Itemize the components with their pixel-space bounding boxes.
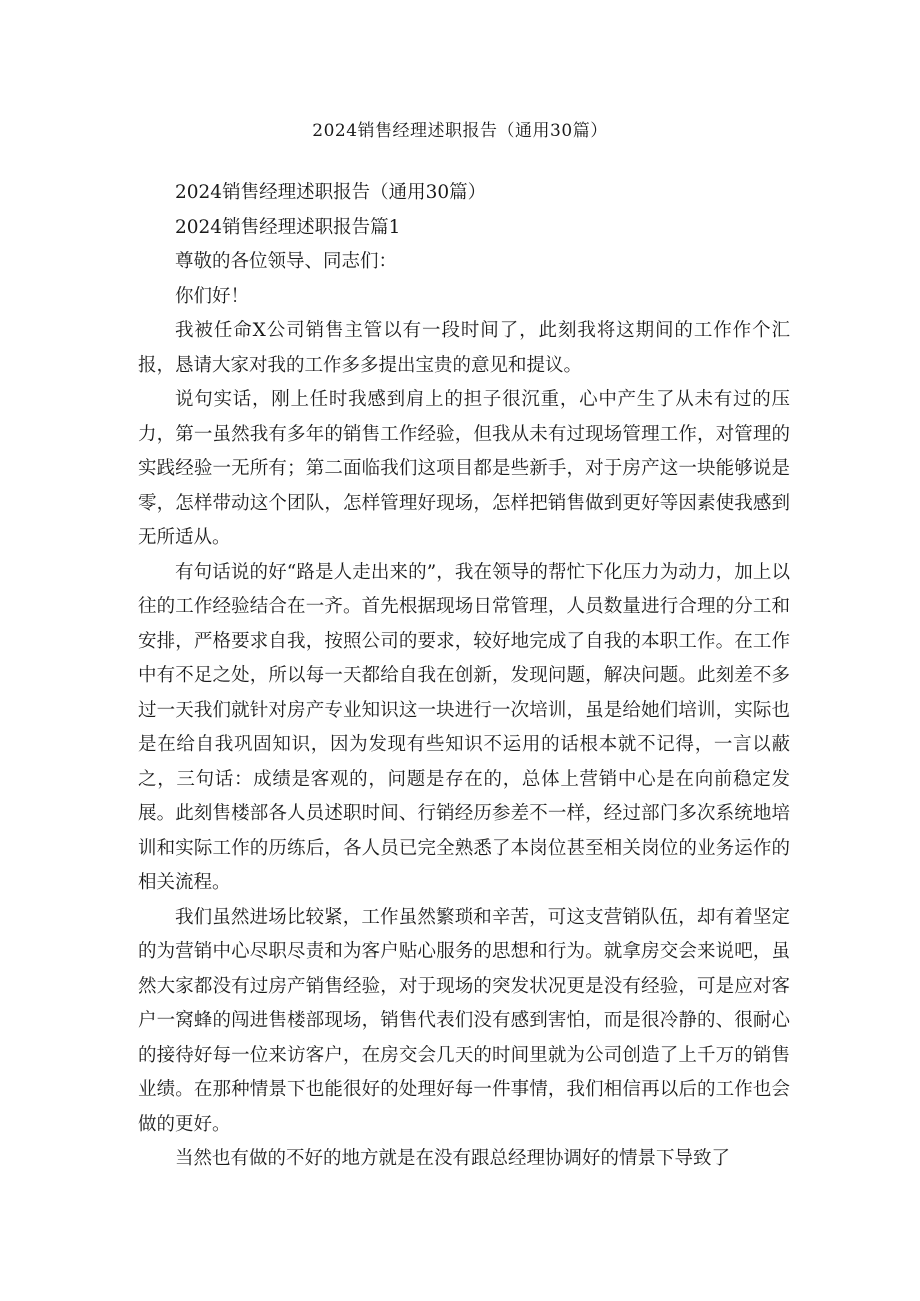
paragraph-team: 我们虽然进场比较紧，工作虽然繁琐和辛苦，可这支营销队伍，却有着坚定的为营销中心尽职尽责和为客户贴心服务的思想和行为。就拿房交会来说吧，虽然大家都没有过房产销售经验，对于现场的突发状况更是没有经验，可是应对客户一窝蜂的闯进售楼部现场，销售代表们没有感到害怕，而是很冷静的、很耐心的接待好每一位来访客户，在房交会几天的时间里就为公司创造了上千万的销售业绩。在那种情景下也能很好的处理好每一件事情，我们相信再以后的工作也会做的更好。 <box>138 906 790 1135</box>
paragraph-section-heading: 2024销售经理述职报告篇1 <box>175 216 401 238</box>
document-title: 2024销售经理述职报告（通用30篇） <box>312 121 608 141</box>
paragraph-management: 有句话说的好“路是人走出来的”，我在领导的帮忙下化压力为动力，加上以往的工作经验结合在一齐。首先根据现场日常管理，人员数量进行合理的分工和安排，严格要求自我，按照公司的要求，较好地完成了自我的本职工作。在工作中有不足之处，所以每一天都给自我在创新，发现问题，解决问题。此刻差不多过一天我们就针对房产专业知识这一块进行一次培训，虽是给她们培训，实际也是在给自我巩固知识，因为发现有些知识不运用的话根本就不记得，一言以蔽之，三句话：成绩是客观的，问题是存在的，总体上营销中心是在向前稳定发展。此刻售楼部各人员述职时间、行销经历参差不一样，经过部门多次系统地培训和实际工作的历练后，各人员已完全熟悉了本岗位甚至相关岗位的业务运作的相关流程。 <box>138 561 790 893</box>
paragraph-shortcomings: 当然也有做的不好的地方就是在没有跟总经理协调好的情景下导致了 <box>175 1148 731 1169</box>
paragraph-intro: 我被任命X公司销售主管以有一段时间了，此刻我将这期间的工作作个汇报，恳请大家对我的工作多多提出宝贵的意见和提议。 <box>138 320 790 376</box>
paragraph-salutation: 尊敬的各位领导、同志们： <box>175 251 398 272</box>
document-body <box>138 176 790 1177</box>
paragraph-greeting: 你们好！ <box>175 285 250 307</box>
paragraph-subtitle: 2024销售经理述职报告（通用30篇） <box>175 182 487 203</box>
paragraph-pressure: 说句实话，刚上任时我感到肩上的担子很沉重，心中产生了从未有过的压力，第一虽然我有多年的销售工作经验，但我从未有过现场管理工作，对管理的实践经验一无所有；第二面临我们这项目都是些新手，对于房产这一块能够说是零，怎样带动这个团队，怎样管理好现场，怎样把销售做到更好等因素使我感到无所适从。 <box>138 389 790 548</box>
